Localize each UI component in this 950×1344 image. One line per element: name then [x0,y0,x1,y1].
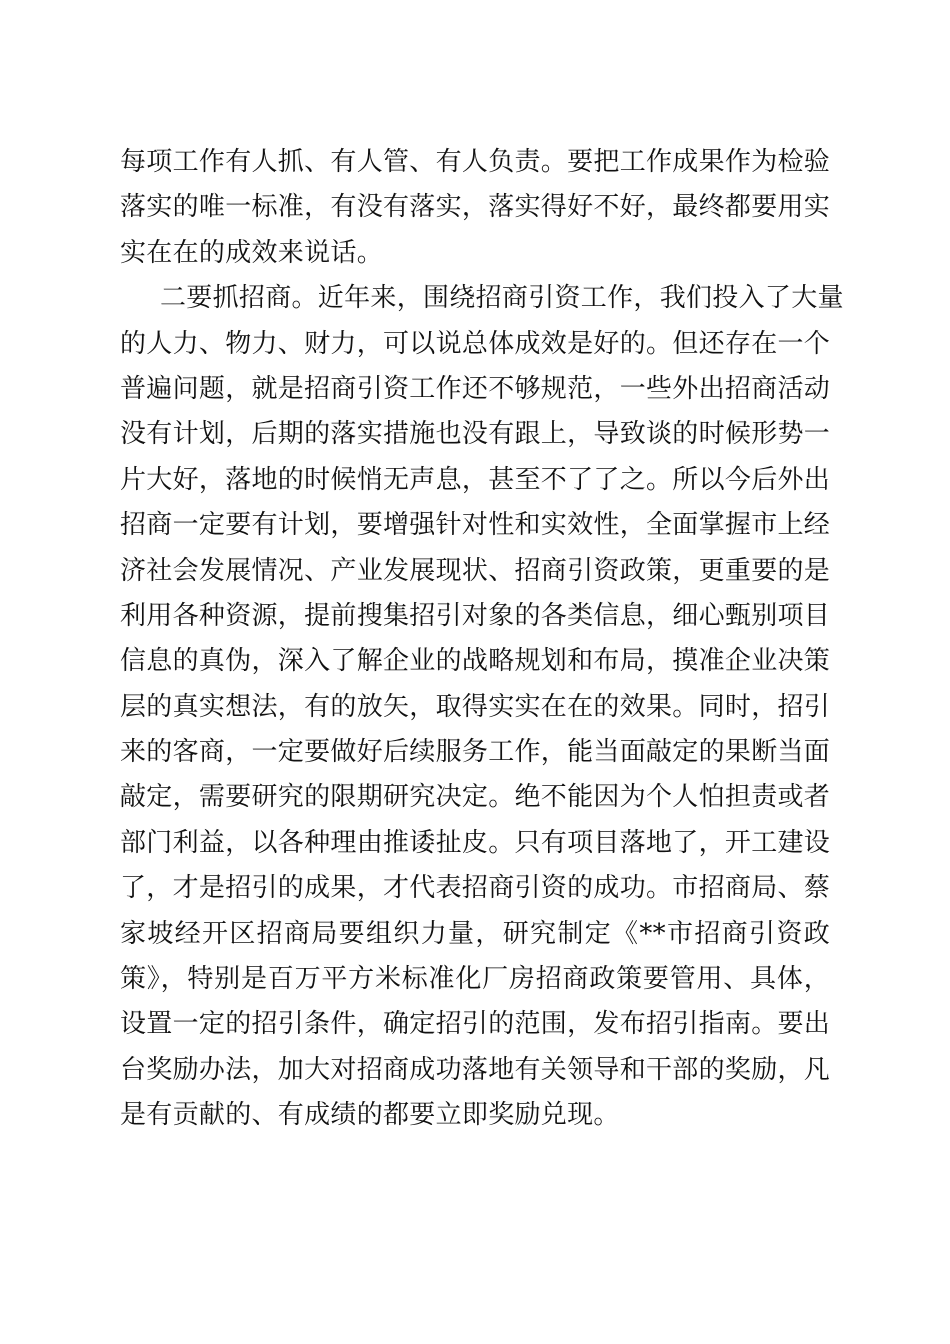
text-line: 了，才是招引的成果，才代表招商引资的成功。市招商局、蔡 [120,873,831,904]
text-line: 来的客商，一定要做好后续服务工作，能当面敲定的果断当面 [120,737,831,768]
text-line: 片大好，落地的时候悄无声息，甚至不了了之。所以今后外出 [120,464,831,495]
text-line: 落实的唯一标准，有没有落实，落实得好不好，最终都要用实 [120,192,831,223]
text-line: 招商一定要有计划，要增强针对性和实效性，全面掌握市上经 [120,510,831,541]
text-line: 普遍问题，就是招商引资工作还不够规范，一些外出招商活动 [120,373,831,404]
paragraph-1 [120,140,830,276]
text-line: 家坡经开区招商局要组织力量，研究制定《**市招商引资政 [120,918,830,949]
text-line: 实在在的成效来说话。 [120,237,384,268]
text-line: 部门利益，以各种理由推诿扯皮。只有项目落地了，开工建设 [120,827,831,858]
text-line: 是有贡献的、有成绩的都要立即奖励兑现。 [120,1100,620,1131]
text-line: 策》，特别是百万平方米标准化厂房招商政策要管用、具体， [120,964,830,995]
paragraph-2 [120,276,844,1138]
text-line: 敲定，需要研究的限期研究决定。绝不能因为个人怕担责或者 [120,782,831,813]
text-line: 利用各种资源，提前搜集招引对象的各类信息，细心甄别项目 [120,600,831,631]
text-line: 济社会发展情况、产业发展现状、招商引资政策，更重要的是 [120,555,831,586]
text-line: 设置一定的招引条件，确定招引的范围，发布招引指南。要出 [120,1009,831,1040]
text-line: 层的真实想法，有的放矢，取得实实在在的效果。同时，招引 [120,691,831,722]
text-line: 二要抓招商。近年来，围绕招商引资工作，我们投入了大量 [160,283,844,314]
text-line: 每项工作有人抓、有人管、有人负责。要把工作成果作为检验 [120,147,831,177]
text-line: 没有计划，后期的落实措施也没有跟上，导致谈的时候形势一 [120,419,831,450]
text-line: 信息的真伪，深入了解企业的战略规划和布局，摸准企业决策 [120,646,831,677]
text-line: 的人力、物力、财力，可以说总体成效是好的。但还存在一个 [120,328,831,359]
body-text [120,140,844,1139]
text-line: 台奖励办法，加大对招商成功落地有关领导和干部的奖励，凡 [120,1054,831,1085]
